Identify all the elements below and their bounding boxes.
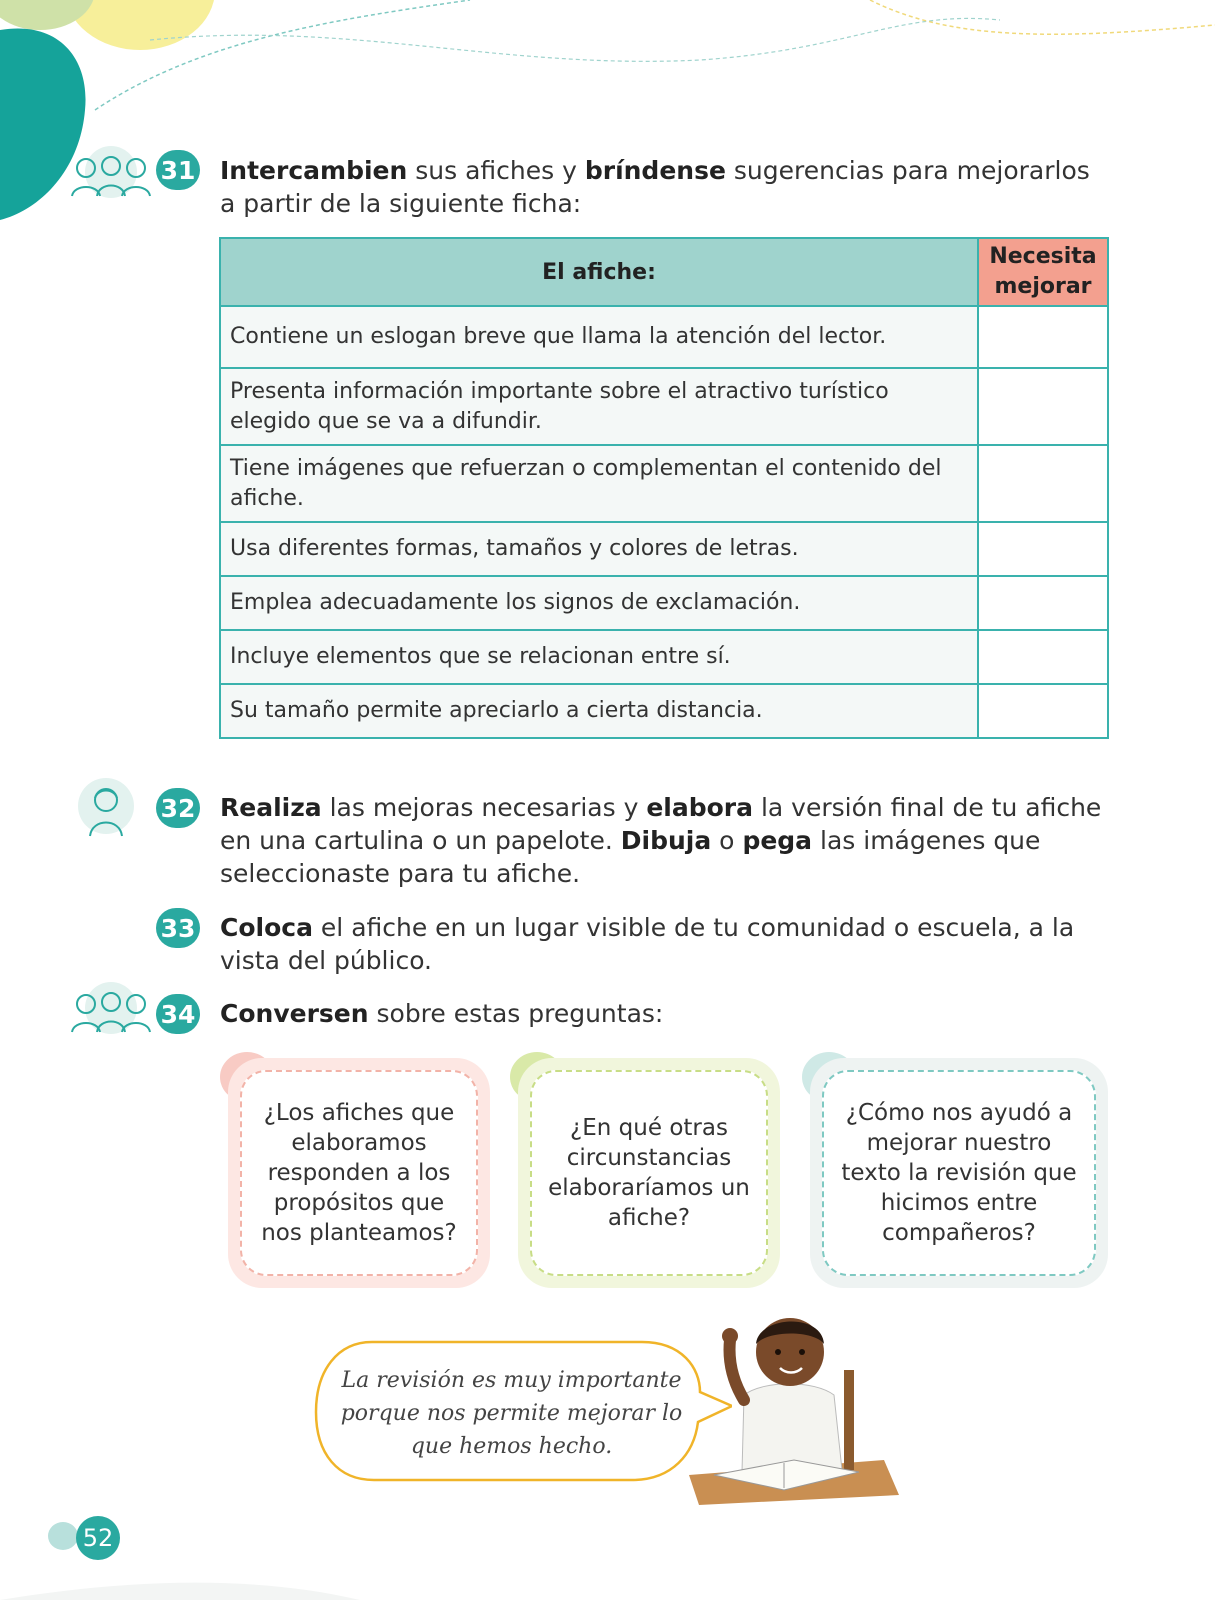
question-card-3 <box>810 1058 1108 1288</box>
task-number-33: 33 <box>156 908 200 948</box>
review-checklist-table <box>219 237 1109 739</box>
task-number-32: 32 <box>156 788 200 828</box>
group-icon <box>66 982 156 1038</box>
question-card-1 <box>228 1058 490 1288</box>
header-criteria: El afiche: <box>220 238 978 306</box>
criterion-row: Emplea adecuadamente los signos de exclamación. <box>220 576 978 630</box>
bottom-curve <box>0 1560 1215 1600</box>
check-cell[interactable] <box>978 684 1108 738</box>
corner-decoration <box>0 0 1215 260</box>
task-33-instruction: Coloca el afiche en un lugar visible de tu comunidad o escuela, a la vista del público. <box>220 913 1075 975</box>
criterion-row: Usa diferentes formas, tamaños y colores de letras. <box>220 522 978 576</box>
criterion-row: Su tamaño permite apreciarlo a cierta distancia. <box>220 684 978 738</box>
criterion-row: Contiene un eslogan breve que llama la atención del lector. <box>220 306 978 368</box>
task-31-instruction: Intercambien sus afiches y bríndense sugerencias para mejorarlos a partir de la siguiente ficha: <box>220 156 1090 218</box>
group-icon <box>66 146 156 202</box>
task-32-instruction: Realiza las mejoras necesarias y elabora la versión final de tu afiche en una cartulina o un papelote. Dibuja o pega las imágenes que seleccionaste para tu afiche. <box>220 793 1102 888</box>
person-icon <box>76 778 136 840</box>
page-number-decoration <box>48 1522 78 1550</box>
page-number: 52 <box>76 1516 120 1560</box>
criterion-row: Presenta información importante sobre el atractivo turístico elegido que se va a difundir. <box>220 368 978 445</box>
check-cell[interactable] <box>978 445 1108 522</box>
check-cell[interactable] <box>978 306 1108 368</box>
criterion-row: Tiene imágenes que refuerzan o complementan el contenido del afiche. <box>220 445 978 522</box>
check-cell[interactable] <box>978 522 1108 576</box>
task-34-instruction: Conversen sobre estas preguntas: <box>220 999 664 1028</box>
task-number-31: 31 <box>156 150 200 190</box>
question-text: ¿Cómo nos ayudó a mejorar nuestro texto la revisión que hicimos entre compañeros? <box>822 1070 1096 1276</box>
header-needs-improvement: Necesita mejorar <box>978 238 1108 306</box>
question-card-2 <box>518 1058 780 1288</box>
check-cell[interactable] <box>978 630 1108 684</box>
check-cell[interactable] <box>978 576 1108 630</box>
speech-text: La revisión es muy importante porque nos permite mejorar lo que hemos hecho. <box>340 1368 683 1459</box>
question-text: ¿En qué otras circunstancias elaboraríamos un afiche? <box>530 1070 768 1276</box>
task-number-34: 34 <box>156 994 200 1034</box>
criterion-row: Incluye elementos que se relacionan entre sí. <box>220 630 978 684</box>
boy-illustration <box>684 1300 904 1510</box>
question-text: ¿Los afiches que elaboramos responden a los propósitos que nos planteamos? <box>240 1070 478 1276</box>
check-cell[interactable] <box>978 368 1108 445</box>
